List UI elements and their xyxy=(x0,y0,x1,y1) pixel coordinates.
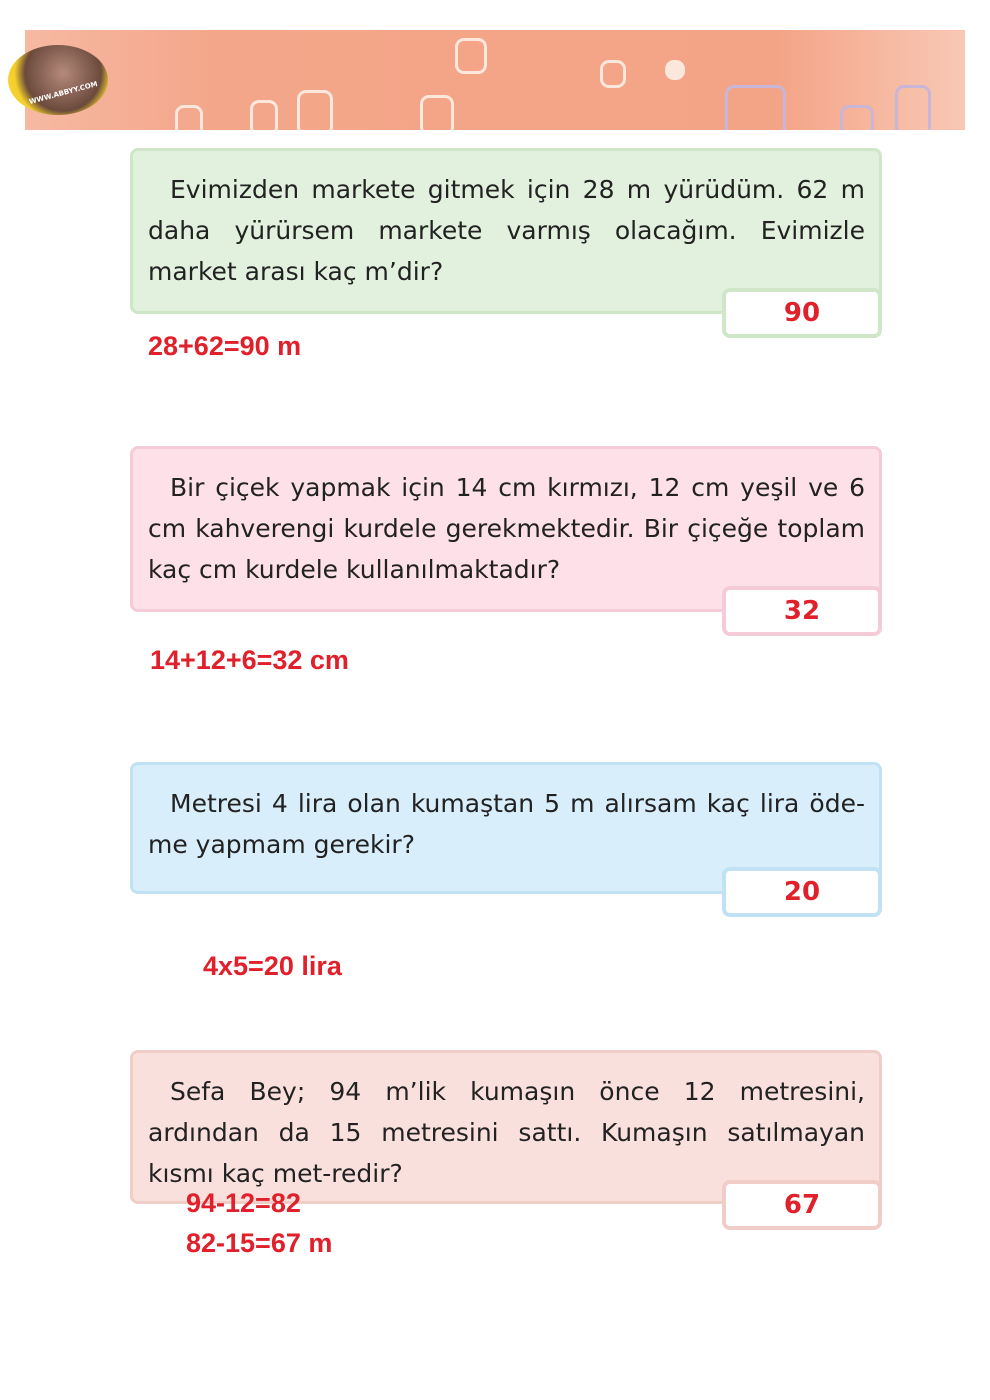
problem-3-solution: 4x5=20 lira xyxy=(203,951,342,981)
problem-4-solution-line-1: 94-12=82 xyxy=(186,1188,301,1218)
problem-4-answer: 67 xyxy=(722,1180,882,1230)
abbyy-stamp-logo: WWW.ABBYY.COM xyxy=(8,45,108,115)
problem-2-answer: 32 xyxy=(722,586,882,636)
problem-4-question: Sefa Bey; 94 m’lik kumaşın önce 12 metresini, ardından da 15 metresini sattı. Kumaşın satılmayan kısmı kaç met-redir? xyxy=(148,1077,865,1188)
problem-1-solution: 28+62=90 m xyxy=(148,331,302,361)
problem-2-question: Bir çiçek yapmak için 14 cm kırmızı, 12 cm yeşil ve 6 cm kahverengi kurdele gerekmektedir. Bir çiçeğe toplam kaç cm kurdele kullanılmaktadır? xyxy=(148,473,865,584)
problem-2-solution: 14+12+6=32 cm xyxy=(150,645,349,675)
header-banner xyxy=(25,30,965,130)
problem-4-solution-line-2: 82-15=67 m xyxy=(186,1228,333,1258)
problem-3-question: Metresi 4 lira olan kumaştan 5 m alırsam kaç lira öde-me yapmam gerekir? xyxy=(148,789,865,859)
problem-3-answer: 20 xyxy=(722,867,882,917)
problem-1-question: Evimizden markete gitmek için 28 m yürüdüm. 62 m daha yürürsem markete varmış olacağım. Evimizle market arası kaç m’dir? xyxy=(148,175,865,286)
problem-1-answer: 90 xyxy=(722,288,882,338)
